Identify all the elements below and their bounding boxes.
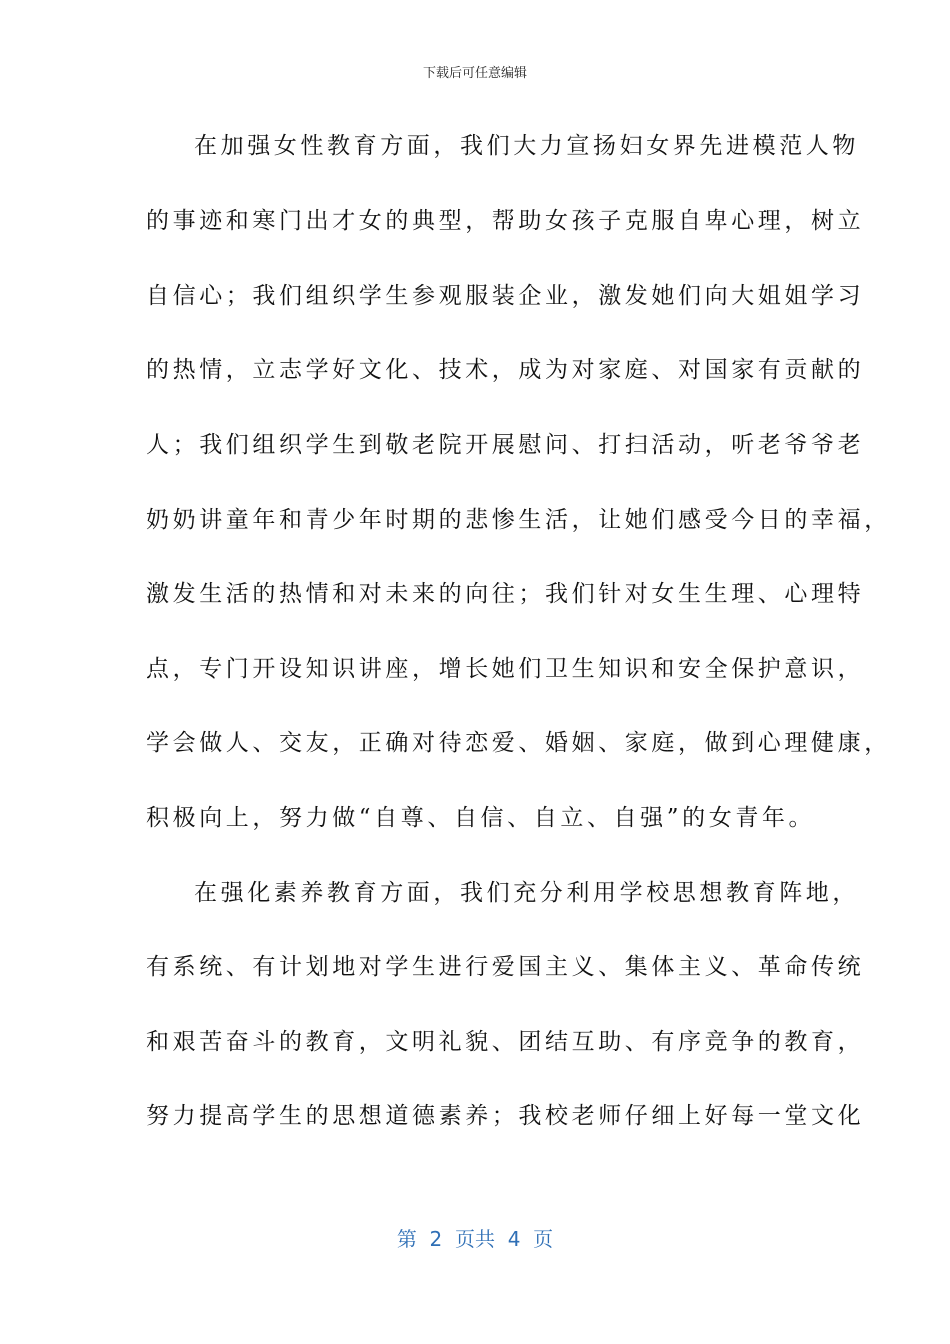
paragraph-1-line-9: 学会做人、交友，正确对待恋爱、婚姻、家庭，做到心理健康，	[146, 730, 891, 756]
paragraph-1-line-7: 激发生活的热情和对未来的向往；我们针对女生生理、心理特	[146, 581, 865, 607]
paragraph-1-line-10: 积极向上，努力做“自尊、自信、自立、自强”的女青年。	[146, 805, 816, 831]
paragraph-2-line-1: 在强化素养教育方面，我们充分利用学校思想教育阵地，	[194, 880, 859, 906]
paragraph-1-line-1: 在加强女性教育方面，我们大力宣扬妇女界先进模范人物	[194, 133, 859, 159]
paragraph-2-line-3: 和艰苦奋斗的教育，文明礼貌、团结互助、有序竞争的教育，	[146, 1029, 865, 1055]
paragraph-1-line-8: 点，专门开设知识讲座，增长她们卫生知识和安全保护意识，	[146, 656, 865, 682]
page-number-footer: 第 2 页共 4 页	[396, 1227, 554, 1251]
paragraph-1-line-2: 的事迹和寒门出才女的典型，帮助女孩子克服自卑心理，树立	[146, 208, 865, 234]
paragraph-2-line-2: 有系统、有计划地对学生进行爱国主义、集体主义、革命传统	[146, 954, 865, 980]
paragraph-1-line-6: 奶奶讲童年和青少年时期的悲惨生活，让她们感受今日的幸福，	[146, 507, 891, 533]
page-header: 下载后可任意编辑	[422, 66, 527, 81]
paragraph-2-line-4: 努力提高学生的思想道德素养；我校老师仔细上好每一堂文化	[146, 1103, 865, 1129]
paragraph-1-line-5: 人；我们组织学生到敬老院开展慰问、打扫活动，听老爷爷老	[146, 432, 865, 458]
paragraph-1-line-4: 的热情，立志学好文化、技术，成为对家庭、对国家有贡献的	[146, 357, 865, 383]
paragraph-1-line-3: 自信心；我们组织学生参观服装企业，激发她们向大姐姐学习	[146, 283, 865, 309]
